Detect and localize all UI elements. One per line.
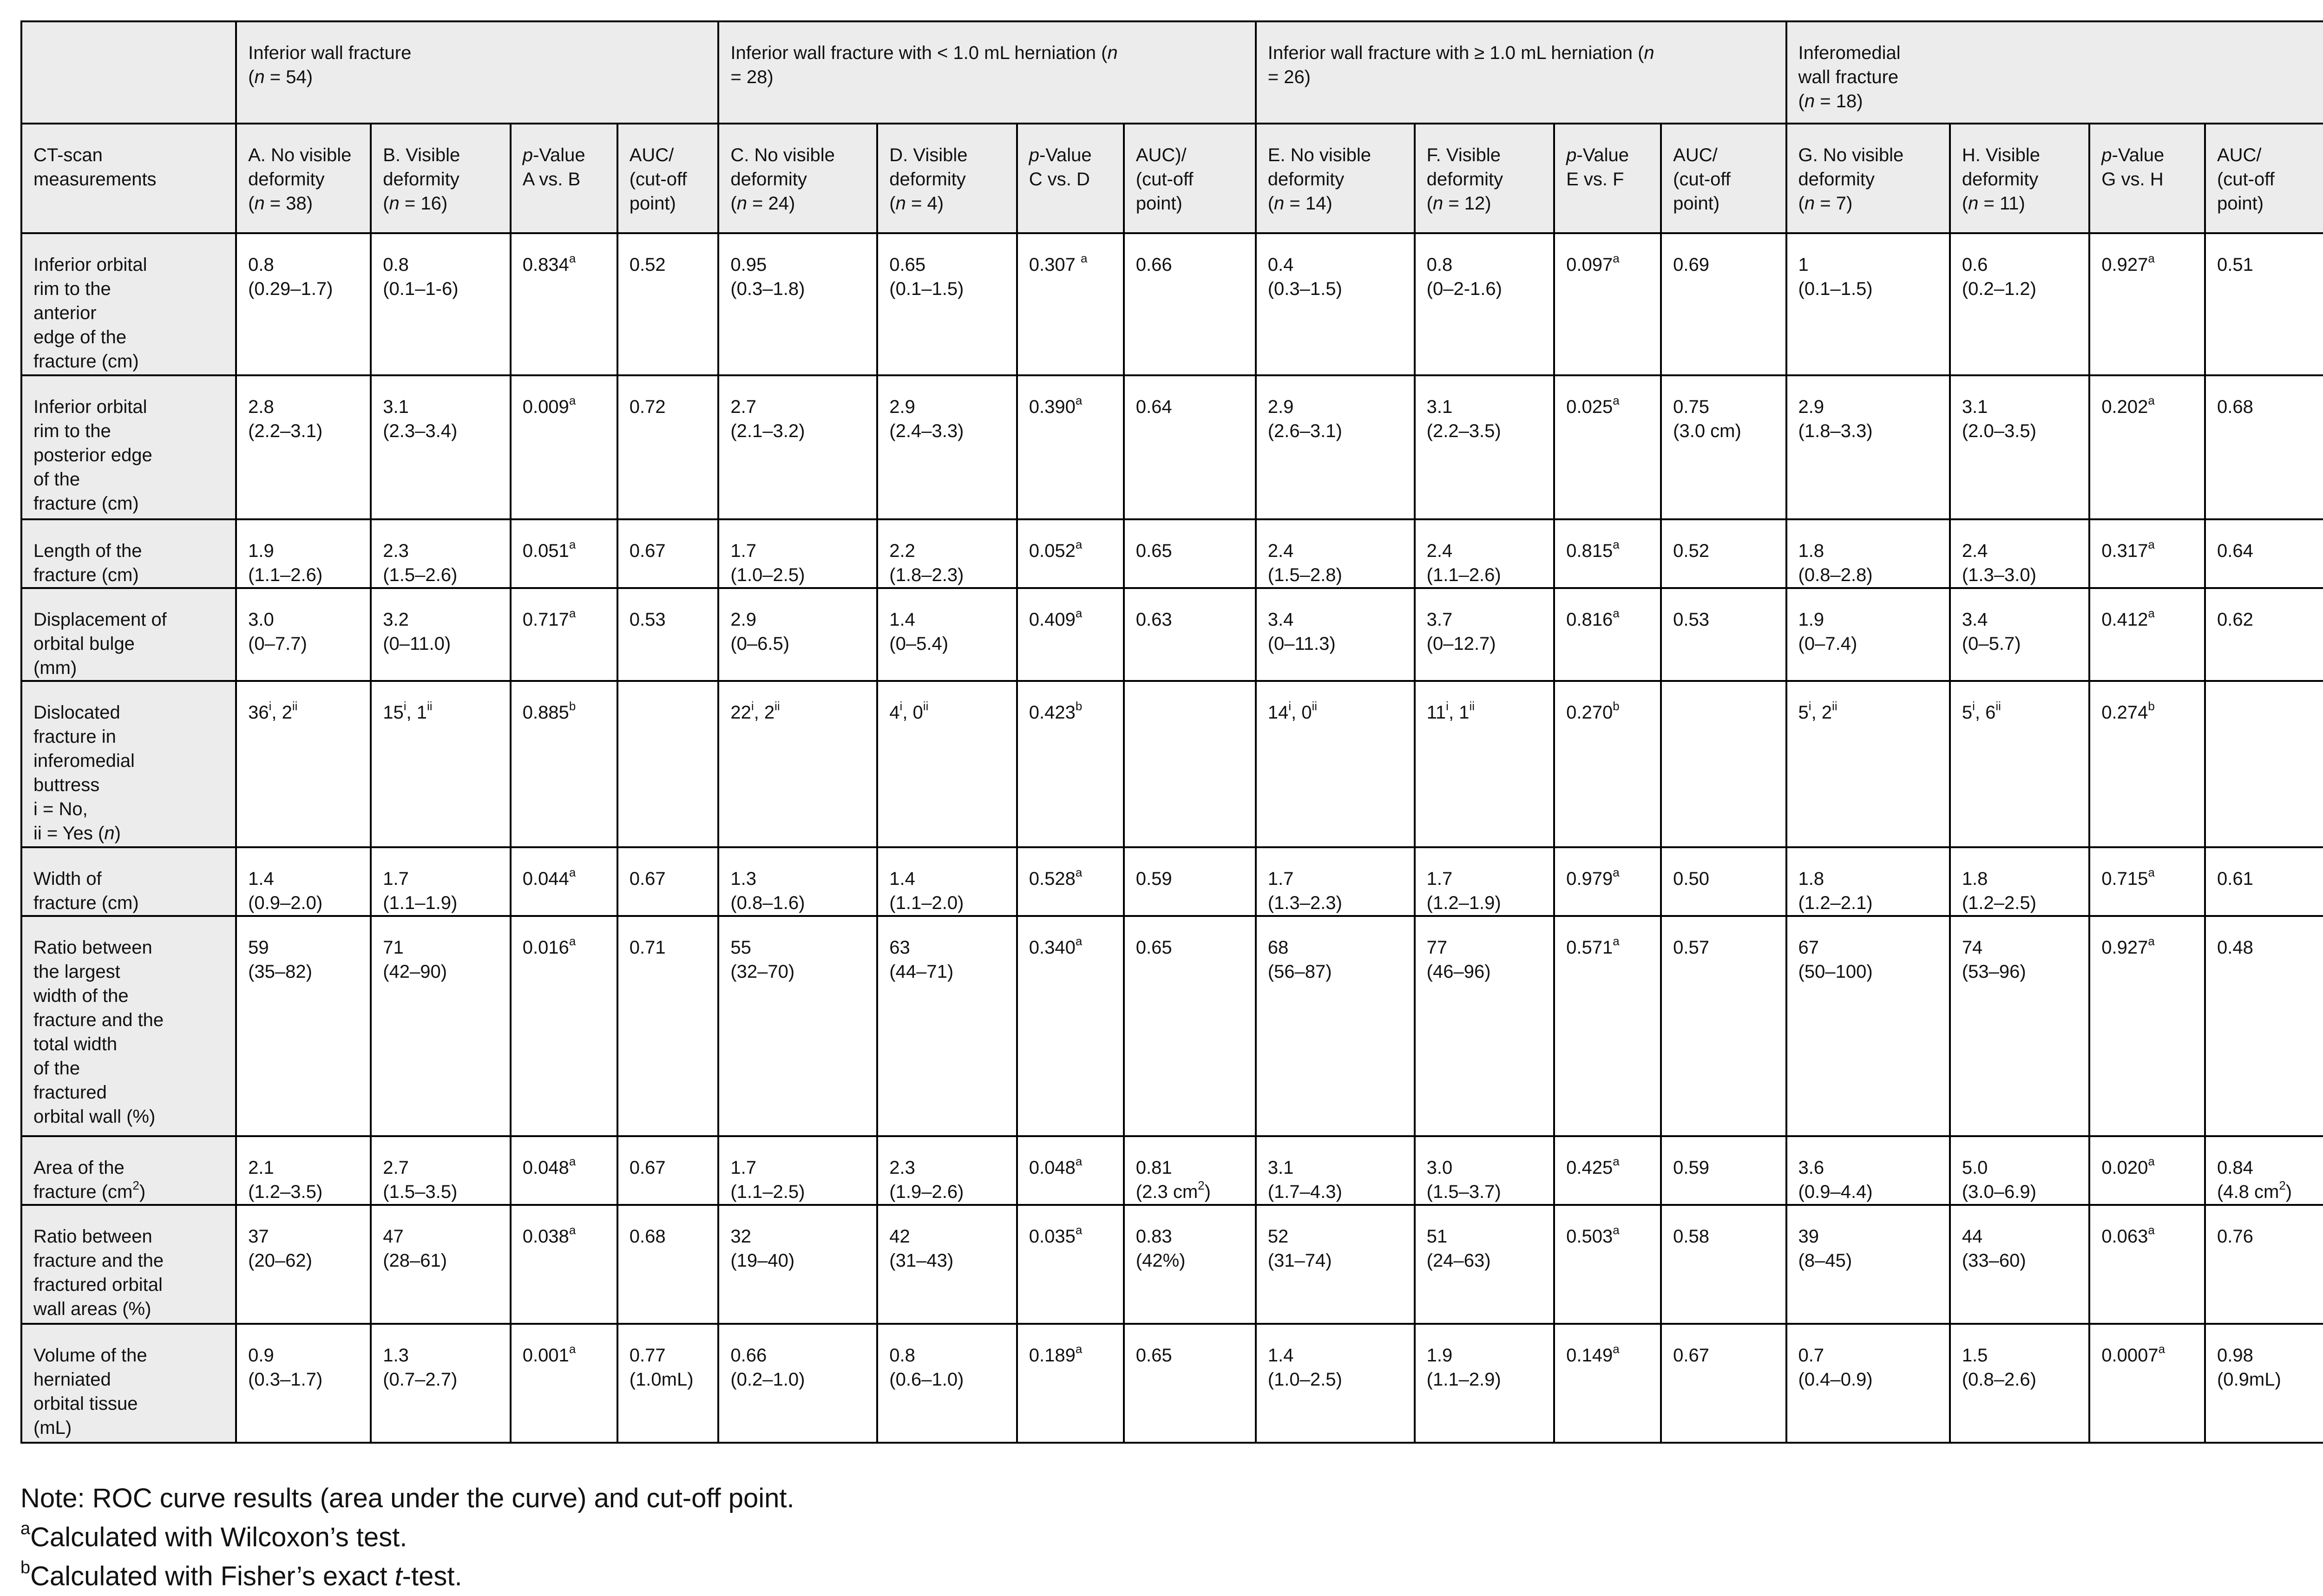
table-cell: 0.715$^a$ [2089,847,2205,916]
table-cell: 11$^i$, 1$^{ii}$ [1415,681,1554,847]
table-cell: 0.63 [1124,588,1256,681]
table-cell: 0.58 [1661,1205,1786,1324]
table-cell: 0.65 [1124,519,1256,588]
table-cell: 0.68 [2205,375,2323,519]
table-cell: 0.020$^a$ [2089,1136,2205,1205]
table-cell: 36$^i$, 2$^{ii}$ [236,681,371,847]
column-header-3: p-Value A vs. B [511,124,617,233]
table-cell: 0.149$^a$ [1554,1324,1661,1443]
table-cell: 3.0 (1.5–3.7) [1415,1136,1554,1205]
table-cell: 1.7 (1.1–2.5) [718,1136,877,1205]
table-cell: 0.67 [617,1136,719,1205]
row-label: Displacement of orbital bulge (mm) [21,588,236,681]
table-cell: 1 (0.1–1.5) [1786,233,1950,375]
column-header-1: A. No visible deformity (n = 38) [236,124,371,233]
table-cell: 0.83 (42%) [1124,1205,1256,1324]
table-cell: 3.1 (1.7–4.3) [1256,1136,1415,1205]
table-cell: 0.425$^a$ [1554,1136,1661,1205]
table-cell: 0.53 [1661,588,1786,681]
table-cell: 0.927$^a$ [2089,233,2205,375]
row-label: Dislocated fracture in inferomedial buttress i = No, ii = Yes (n) [21,681,236,847]
table-cell: 77 (46–96) [1415,916,1554,1136]
table-cell: 0.0007$^a$ [2089,1324,2205,1443]
table-row [21,681,2323,847]
table-cell: 0.66 (0.2–1.0) [718,1324,877,1443]
table-cell: 1.7 (1.0–2.5) [718,519,877,588]
table-cell: 1.3 (0.7–2.7) [371,1324,510,1443]
table-cell [1661,681,1786,847]
footnote-b-mark: b [20,1557,31,1577]
table-cell: 0.64 [1124,375,1256,519]
table-cell: 74 (53–96) [1950,916,2089,1136]
table-cell [2205,681,2323,847]
table-cell: 5$^i$, 6$^{ii}$ [1950,681,2089,847]
table-row [21,1324,2323,1443]
table-cell: 2.3 (1.9–2.6) [877,1136,1017,1205]
table-cell: 0.528$^a$ [1017,847,1124,916]
footnote-b-italic: t [394,1561,402,1591]
table-cell: 0.063$^a$ [2089,1205,2205,1324]
table-cell: 1.4 (0–5.4) [877,588,1017,681]
table-cell: 5$^i$, 2$^{ii}$ [1786,681,1950,847]
table-cell: 0.025$^a$ [1554,375,1661,519]
table-cell: 0.66 [1124,233,1256,375]
table-cell: 0.717$^a$ [511,588,617,681]
row-label: Width of fracture (cm) [21,847,236,916]
table-cell: 63 (44–71) [877,916,1017,1136]
table-cell: 0.4 (0.3–1.5) [1256,233,1415,375]
table-cell: 0.6 (0.2–1.2) [1950,233,2089,375]
table-cell: 3.4 (0–5.7) [1950,588,2089,681]
table-cell: 0.035$^a$ [1017,1205,1124,1324]
table-row [21,916,2323,1136]
table-cell: 0.503$^a$ [1554,1205,1661,1324]
table-cell: 0.8 (0.1–1-6) [371,233,510,375]
table-cell: 0.67 [617,519,719,588]
column-header-2: B. Visible deformity (n = 16) [371,124,510,233]
table-cell: 0.77 (1.0mL) [617,1324,719,1443]
table-cell: 0.044$^a$ [511,847,617,916]
column-header-15: p-Value G vs. H [2089,124,2205,233]
table-cell: 0.097$^a$ [1554,233,1661,375]
row-label: Ratio between fracture and the fractured orbital wall areas (%) [21,1205,236,1324]
table-cell: 0.816$^a$ [1554,588,1661,681]
column-header-13: G. No visible deformity (n = 7) [1786,124,1950,233]
group-header-2: Inferior wall fracture with ≥ 1.0 mL herniation (n = 26) [1256,21,1786,124]
table-cell: 2.2 (1.8–2.3) [877,519,1017,588]
table-cell: 0.412$^a$ [2089,588,2205,681]
table-cell: 2.9 (2.4–3.3) [877,375,1017,519]
table-cell: 0.64 [2205,519,2323,588]
table-cell: 1.9 (1.1–2.6) [236,519,371,588]
table-row [21,1136,2323,1205]
table-cell: 3.4 (0–11.3) [1256,588,1415,681]
table-cell: 0.571$^a$ [1554,916,1661,1136]
column-header-4: AUC/ (cut-off point) [617,124,719,233]
table-cell: 0.65 [1124,1324,1256,1443]
table-cell: 52 (31–74) [1256,1205,1415,1324]
table-cell: 1.4 (1.1–2.0) [877,847,1017,916]
roc-note: Note: ROC curve results (area under the curve) and cut-off point. [20,1483,794,1513]
table-cell: 2.4 (1.3–3.0) [1950,519,2089,588]
table-cell: 3.1 (2.3–3.4) [371,375,510,519]
table-cell: 0.95 (0.3–1.8) [718,233,877,375]
table-cell: 1.7 (1.1–1.9) [371,847,510,916]
column-header-row [21,124,2323,233]
table-cell: 3.1 (2.2–3.5) [1415,375,1554,519]
table-cell: 0.815$^a$ [1554,519,1661,588]
table-cell: 0.423$^b$ [1017,681,1124,847]
table-cell: 0.048$^a$ [511,1136,617,1205]
table-cell: 37 (20–62) [236,1205,371,1324]
footnote-b-suffix: -test. [402,1561,462,1591]
column-header-6: D. Visible deformity (n = 4) [877,124,1017,233]
ct-measurements-table [20,20,2323,1444]
table-cell [617,681,719,847]
table-cell: 67 (50–100) [1786,916,1950,1136]
table-cell: 2.4 (1.5–2.8) [1256,519,1415,588]
column-header-14: H. Visible deformity (n = 11) [1950,124,2089,233]
table-cell: 2.7 (1.5–3.5) [371,1136,510,1205]
row-label: Ratio between the largest width of the fracture and the total width of the fractured orbital wall (%) [21,916,236,1136]
table-cell: 0.409$^a$ [1017,588,1124,681]
table-cell: 3.0 (0–7.7) [236,588,371,681]
footnote-b-prefix: Calculated with Fisher’s exact [30,1561,395,1591]
group-header-row [21,21,2323,124]
table-cell: 68 (56–87) [1256,916,1415,1136]
table-cell: 1.8 (1.2–2.5) [1950,847,2089,916]
table-cell: 2.1 (1.2–3.5) [236,1136,371,1205]
table-cell: 0.270$^b$ [1554,681,1661,847]
table-cell: 0.57 [1661,916,1786,1136]
table-cell: 0.051$^a$ [511,519,617,588]
table-cell: 0.274$^b$ [2089,681,2205,847]
column-header-0: CT-scan measurements [21,124,236,233]
table-cell: 0.927$^a$ [2089,916,2205,1136]
table-body [21,233,2323,1443]
table-cell: 1.3 (0.8–1.6) [718,847,877,916]
table-cell: 0.7 (0.4–0.9) [1786,1324,1950,1443]
column-header-8: AUC)/ (cut-off point) [1124,124,1256,233]
table-cell: 42 (31–43) [877,1205,1017,1324]
table-cell: 0.52 [617,233,719,375]
table-cell: 1.7 (1.2–1.9) [1415,847,1554,916]
table-cell: 44 (33–60) [1950,1205,2089,1324]
table-cell: 39 (8–45) [1786,1205,1950,1324]
table-cell: 22$^i$, 2$^{ii}$ [718,681,877,847]
table-cell: 14$^i$, 0$^{ii}$ [1256,681,1415,847]
table-cell: 2.9 (2.6–3.1) [1256,375,1415,519]
column-header-5: C. No visible deformity (n = 24) [718,124,877,233]
table-cell: 3.7 (0–12.7) [1415,588,1554,681]
table-cell: 0.001$^a$ [511,1324,617,1443]
table-cell: 2.4 (1.1–2.6) [1415,519,1554,588]
table-cell: 3.1 (2.0–3.5) [1950,375,2089,519]
table-cell: 0.9 (0.3–1.7) [236,1324,371,1443]
table-cell: 0.67 [617,847,719,916]
table-cell: 0.834$^a$ [511,233,617,375]
table-cell: 0.009$^a$ [511,375,617,519]
table-cell: 2.3 (1.5–2.6) [371,519,510,588]
table-cell: 59 (35–82) [236,916,371,1136]
table-cell: 0.51 [2205,233,2323,375]
table-cell: 0.052$^a$ [1017,519,1124,588]
table-cell: 0.81 (2.3 $cm^2$) [1124,1136,1256,1205]
table-cell: 0.62 [2205,588,2323,681]
footnote-a-text: Calculated with Wilcoxon’s test. [30,1522,407,1552]
table-cell: 0.75 (3.0 cm) [1661,375,1786,519]
table-cell: 0.65 (0.1–1.5) [877,233,1017,375]
table-cell: 0.48 [2205,916,2323,1136]
table-cell: 0.71 [617,916,719,1136]
table-cell: 32 (19–40) [718,1205,877,1324]
table-cell: 3.6 (0.9–4.4) [1786,1136,1950,1205]
table-row [21,233,2323,375]
column-header-11: p-Value E vs. F [1554,124,1661,233]
table-cell: 0.307 $^a$ [1017,233,1124,375]
row-label: Inferior orbital rim to the posterior edge of the fracture (cm) [21,375,236,519]
table-cell: 47 (28–61) [371,1205,510,1324]
column-header-9: E. No visible deformity (n = 14) [1256,124,1415,233]
table-cell: 0.84 (4.8 $cm^2$) [2205,1136,2323,1205]
table-cell: 0.69 [1661,233,1786,375]
table-cell: 0.53 [617,588,719,681]
group-header-0: Inferior wall fracture (n = 54) [236,21,718,124]
table-cell: 0.59 [1661,1136,1786,1205]
table-cell: 51 (24–63) [1415,1205,1554,1324]
table-notes [20,1479,794,1596]
table-cell: 0.979$^a$ [1554,847,1661,916]
table-cell: 0.52 [1661,519,1786,588]
table-cell: 1.9 (0–7.4) [1786,588,1950,681]
table-row [21,519,2323,588]
table-cell: 0.390$^a$ [1017,375,1124,519]
table-cell: 0.317$^a$ [2089,519,2205,588]
group-header-1: Inferior wall fracture with < 1.0 mL herniation (n = 28) [718,21,1255,124]
table-cell: 0.59 [1124,847,1256,916]
table-cell: 0.76 [2205,1205,2323,1324]
table-cell: 0.8 (0.6–1.0) [877,1324,1017,1443]
table-row [21,375,2323,519]
row-label: Inferior orbital rim to the anterior edge of the fracture (cm) [21,233,236,375]
table-header [21,21,2323,233]
column-header-12: AUC/ (cut-off point) [1661,124,1786,233]
table-cell: 0.72 [617,375,719,519]
table-cell: 1.4 (1.0–2.5) [1256,1324,1415,1443]
table-cell: 0.98 (0.9mL) [2205,1324,2323,1443]
table-cell: 4$^i$, 0$^{ii}$ [877,681,1017,847]
footnote-a [20,1518,794,1557]
group-header-3: Inferomedial wall fracture (n = 18) [1786,21,2323,124]
table-cell: 0.8 (0.29–1.7) [236,233,371,375]
table-cell: 1.7 (1.3–2.3) [1256,847,1415,916]
footnote-a-mark: a [20,1518,31,1538]
row-label: Area of the fracture $(cm^2)$ [21,1136,236,1205]
table-cell: 0.048$^a$ [1017,1136,1124,1205]
table-cell: 0.50 [1661,847,1786,916]
table-row [21,1205,2323,1324]
table-cell: 1.5 (0.8–2.6) [1950,1324,2089,1443]
footnote-b [20,1557,794,1596]
column-header-10: F. Visible deformity (n = 12) [1415,124,1554,233]
table-cell: 0.68 [617,1205,719,1324]
table-cell: 0.885$^b$ [511,681,617,847]
table-cell: 1.9 (1.1–2.9) [1415,1324,1554,1443]
table-cell: 0.016$^a$ [511,916,617,1136]
table-cell: 2.8 (2.2–3.1) [236,375,371,519]
table-cell: 1.8 (0.8–2.8) [1786,519,1950,588]
table-cell: 2.9 (1.8–3.3) [1786,375,1950,519]
corner-cell [21,21,236,124]
table-row [21,588,2323,681]
table-cell: 3.2 (0–11.0) [371,588,510,681]
row-label: Length of the fracture (cm) [21,519,236,588]
table-cell: 0.8 (0–2-1.6) [1415,233,1554,375]
table-cell: 0.65 [1124,916,1256,1136]
table-cell [1124,681,1256,847]
table-cell: 55 (32–70) [718,916,877,1136]
table-cell: 0.202$^a$ [2089,375,2205,519]
table-cell: 15$^i$, 1$^{ii}$ [371,681,510,847]
table-cell: 1.8 (1.2–2.1) [1786,847,1950,916]
table-cell: 5.0 (3.0–6.9) [1950,1136,2089,1205]
table-cell: 0.67 [1661,1324,1786,1443]
table-cell: 2.9 (0–6.5) [718,588,877,681]
table-cell: 71 (42–90) [371,916,510,1136]
table-cell: 2.7 (2.1–3.2) [718,375,877,519]
column-header-7: p-Value C vs. D [1017,124,1124,233]
table-cell: 0.189$^a$ [1017,1324,1124,1443]
table-cell: 0.038$^a$ [511,1205,617,1324]
column-header-16: AUC/ (cut-off point) [2205,124,2323,233]
row-label: Volume of the herniated orbital tissue (mL) [21,1324,236,1443]
table-cell: 1.4 (0.9–2.0) [236,847,371,916]
table-row [21,847,2323,916]
results-table-wrapper [20,20,2323,1591]
table-cell: 0.340$^a$ [1017,916,1124,1136]
table-cell: 0.61 [2205,847,2323,916]
